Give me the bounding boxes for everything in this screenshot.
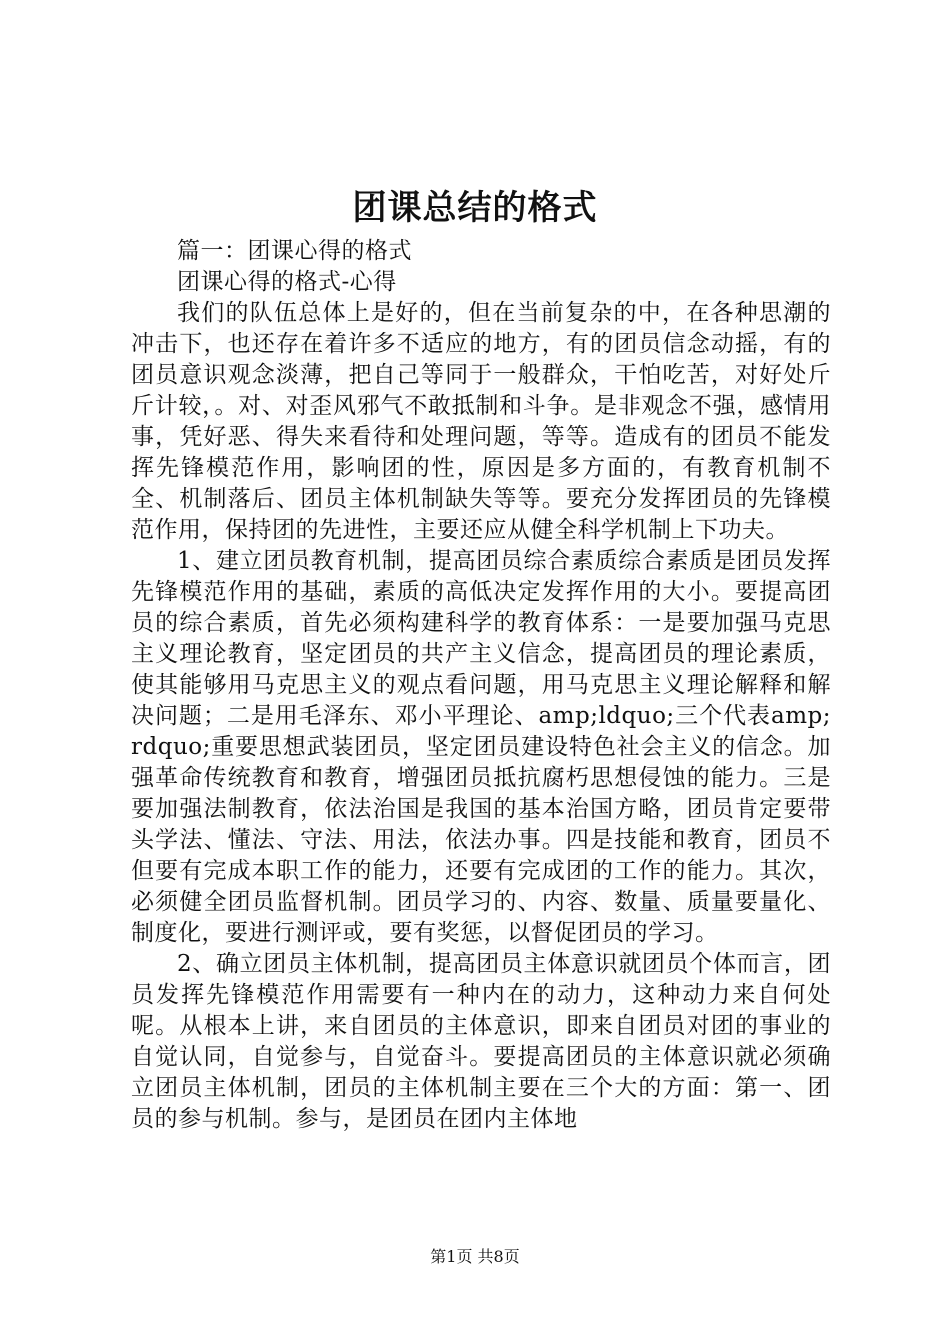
paragraph-point-1: 1、建立团员教育机制，提高团员综合素质综合素质是团员发挥先锋模范作用的基础，素质的高低决定发挥作用的大小。要提高团员的综合素质，首先必须构建科学的教育体系：一是要加强马克思主义理论教育，坚定团员的共产主义信念，提高团员的理论素质，使其能够用马克思主义的观点看问题，用马克思主义理论解释和解决问题；二是用毛泽东、邓小平理论、amp;ldquo;三个代表amp;rdquo;重要思想武装团员，坚定团员建设特色社会主义的信念。加强革命传统教育和教育，增强团员抵抗腐朽思想侵蚀的能力。三是要加强法制教育，依法治国是我国的基本治国方略，团员肯定要带头学法、懂法、守法、用法，依法办事。四是技能和教育，团员不但要有完成本职工作的能力，还要有完成团的工作的能力。其次，必须健全团员监督机制。团员学习的、内容、数量、质量要量化、制度化，要进行测评或，要有奖惩，以督促团员的学习。 [131,548,831,946]
paragraph-subtitle-1: 篇一：团课心得的格式 [177,238,412,264]
paragraph-subtitle-2: 团课心得的格式-心得 [177,269,397,295]
paragraph-intro: 我们的队伍总体上是好的，但在当前复杂的中，在各种思潮的冲击下，也还存在着许多不适应的地方，有的团员信念动摇，有的团员意识观念淡薄，把自己等同于一般群众，干怕吃苦，对好处斤斤计较，。对、对歪风邪气不敢抵制和斗争。是非观念不强，感情用事，凭好恶、得失来看待和处理问题，等等。造成有的团员不能发挥先锋模范作用，影响团的性，原因是多方面的，有教育机制不全、机制落后、团员主体机制缺失等等。要充分发挥团员的先锋模范作用，保持团的先进性，主要还应从健全科学机制上下功夫。 [131,300,831,543]
paragraph-point-2: 2、确立团员主体机制，提高团员主体意识就团员个体而言，团员发挥先锋模范作用需要有一种内在的动力，这种动力来自何处呢。从根本上讲，来自团员的主体意识，即来自团员对团的事业的自觉认同，自觉参与，自觉奋斗。要提高团员的主体意识就必须确立团员主体机制，团员的主体机制主要在三个大的方面：第一、团员的参与机制。参与，是团员在团内主体地 [131,951,831,1132]
page-footer: 第1页 共8页 [430,1247,520,1266]
document-title: 团课总结的格式 [352,188,598,228]
document-body [131,236,831,1135]
